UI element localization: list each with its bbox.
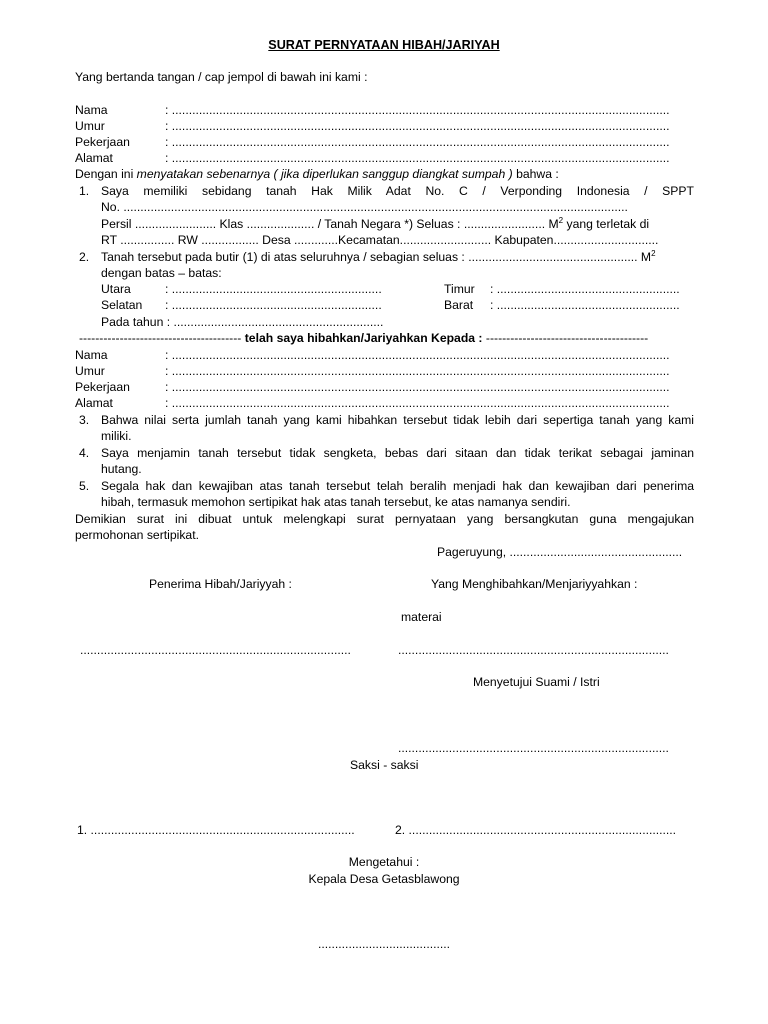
item4-line2: hutang. <box>101 462 142 476</box>
item1-line4: RT ................ RW ................. Desa .............Kecamatan........................... Kabupaten............................... <box>101 233 659 247</box>
party1-umur-label: Umur <box>75 119 105 133</box>
barat-value: : ...................................................... <box>490 298 680 312</box>
materai-label: materai <box>401 610 442 624</box>
barat-label: Barat <box>444 298 474 312</box>
intro-text: Yang bertanda tangan / cap jempol di bawah ini kami : <box>75 70 368 84</box>
timur-value: : ...................................................... <box>490 282 680 296</box>
item1-line3-sup: 2 <box>558 216 564 225</box>
item1-line3 <box>101 216 649 232</box>
declaration-post: bahwa : <box>512 167 559 181</box>
declaration-pre: Dengan ini <box>75 167 137 181</box>
pada-tahun: Pada tahun : .............................................................. <box>101 315 384 329</box>
document-title: SURAT PERNYATAAN HIBAH/JARIYAH <box>268 38 500 52</box>
selatan-value: : .............................................................. <box>165 298 382 312</box>
party2-alamat-value: : ................................................................................................................................................... <box>165 396 670 410</box>
item1-line3-post: yang terletak di <box>563 217 650 231</box>
party2-nama-value: : ................................................................................................................................................... <box>165 348 670 362</box>
utara-label: Utara <box>101 282 131 296</box>
item2-line1-sup: 2 <box>651 249 656 258</box>
party2-nama-label: Nama <box>75 348 108 362</box>
item1-number: 1. <box>79 184 90 198</box>
spouse-signature-line: ................................................................................ <box>398 741 669 755</box>
item5-line1: Segala hak dan kewajiban atas tanah tersebut telah beralih menjadi hak dan kewajiban dari penerima <box>101 479 694 493</box>
item1-line2: No. ..................................................................................................................................................... <box>101 200 628 214</box>
closing-line2: permohonan sertipikat. <box>75 528 199 542</box>
item5-line2: hibah, termasuk memohon sertipikat hak atas tanah tersebut, ke atas namanya sendiri. <box>101 495 571 509</box>
party1-pekerjaan-label: Pekerjaan <box>75 135 130 149</box>
transfer-text: telah saya hibahkan/Jariyahkan Kepada : <box>244 331 483 345</box>
item4-number: 4. <box>79 446 90 460</box>
giver-signature-line: ................................................................................ <box>398 643 669 657</box>
party2-umur-value: : ................................................................................................................................................... <box>165 364 670 378</box>
witness1-line: 1. .............................................................................. <box>77 823 355 837</box>
village-head-signature-line: ....................................... <box>317 937 451 951</box>
item2-line1 <box>101 249 656 265</box>
item4-line1: Saya menjamin tanah tersebut tidak sengketa, bebas dari sitaan dan tidak terikat sebagai jaminan <box>101 446 694 460</box>
transfer-dash-right: ---------------------------------------- <box>485 331 649 345</box>
item3-number: 3. <box>79 413 90 427</box>
item3-line2: miliki. <box>101 429 132 443</box>
party2-alamat-label: Alamat <box>75 396 113 410</box>
declaration-line <box>75 166 559 182</box>
witness-title: Saksi - saksi <box>350 758 419 772</box>
receiver-signature-line: ................................................................................ <box>80 643 351 657</box>
transfer-line <box>79 330 648 346</box>
party1-umur-value: : ................................................................................................................................................... <box>165 119 670 133</box>
transfer-dash-left: ---------------------------------------- <box>79 331 242 345</box>
party1-nama-value: : ................................................................................................................................................... <box>165 103 670 117</box>
item1-line1: Saya memiliki sebidang tanah Hak Milik Adat No. C / Verponding Indonesia / SPPT <box>101 184 694 198</box>
item2-line1-text: Tanah tersebut pada butir (1) di atas seluruhnya / sebagian seluas : .................................................. M <box>101 250 652 264</box>
utara-value: : .............................................................. <box>165 282 382 296</box>
receiver-label: Penerima Hibah/Jariyyah : <box>149 577 292 591</box>
witness2-line: 2. ............................................................................... <box>395 823 677 837</box>
village-head-label: Kepala Desa Getasblawong <box>308 872 460 886</box>
timur-label: Timur <box>444 282 475 296</box>
party2-pekerjaan-value: : ................................................................................................................................................... <box>165 380 670 394</box>
party1-alamat-value: : ................................................................................................................................................... <box>165 151 670 165</box>
party1-pekerjaan-value: : ................................................................................................................................................... <box>165 135 670 149</box>
party2-pekerjaan-label: Pekerjaan <box>75 380 130 394</box>
closing-line1: Demikian surat ini dibuat untuk melengkapi surat pernyataan yang bersangkutan guna mengajukan <box>75 512 694 526</box>
item3-line1: Bahwa nilai serta jumlah tanah yang kami hibahkan tersebut tidak lebih dari sepertiga tanah yang kami <box>101 413 694 427</box>
giver-label: Yang Menghibahkan/Menjariyyahkan : <box>431 577 638 591</box>
item1-line3-text: Persil ........................ Klas .................... / Tanah Negara *) Seluas : ........................ M <box>101 217 559 231</box>
item5-number: 5. <box>79 479 90 493</box>
party2-umur-label: Umur <box>75 364 105 378</box>
known-label: Mengetahui : <box>348 855 420 869</box>
item2-number: 2. <box>79 250 90 264</box>
spouse-label: Menyetujui Suami / Istri <box>473 675 600 689</box>
party1-nama-label: Nama <box>75 103 108 117</box>
declaration-italic: menyatakan sebenarnya ( jika diperlukan sanggup diangkat sumpah ) <box>136 167 513 181</box>
item2-line2: dengan batas – batas: <box>101 266 222 280</box>
party1-alamat-label: Alamat <box>75 151 113 165</box>
selatan-label: Selatan <box>101 298 143 312</box>
place-date: Pageruyung, ................................................... <box>437 545 683 559</box>
